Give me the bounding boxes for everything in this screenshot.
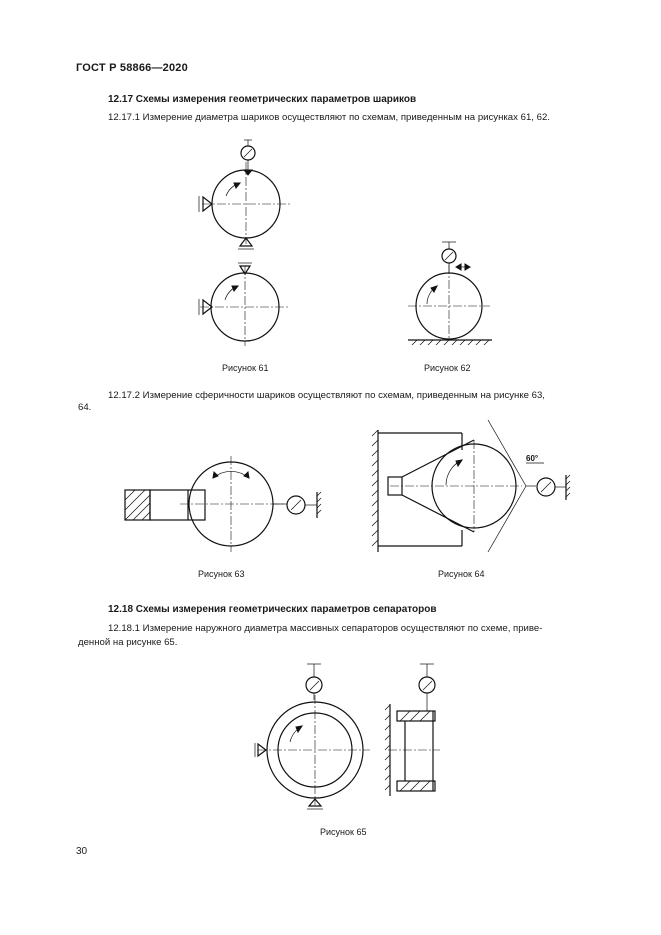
paragraph-12-17-2-line2: 64. (78, 402, 92, 413)
paragraph-12-17-1: 12.17.1 Измерение диаметра шариков осуществляют по схемам, приведенным на рисунках 61, 62. (108, 112, 550, 123)
figure-62-caption: Рисунок 62 (424, 363, 471, 373)
fig64-angle-label: 60° (526, 454, 539, 463)
fig65-indicator-dial-right (419, 677, 435, 693)
paragraph-12-17-2-line1: 12.17.2 Измерение сферичности шариков осуществляют по схемам, приведенным на рисунке 63, (108, 390, 545, 401)
page-number: 30 (76, 846, 88, 857)
section-12-17-title: 12.17 Схемы измерения геометрических параметров шариков (108, 94, 417, 105)
paragraph-12-18-1-line2: денной на рисунке 65. (78, 637, 178, 648)
section-12-18-title: 12.18 Схемы измерения геометрических параметров сепараторов (108, 604, 437, 615)
figure-64-caption: Рисунок 64 (438, 569, 485, 579)
fig65-indicator-dial-left (306, 677, 322, 693)
paragraph-12-18-1-line1: 12.18.1 Измерение наружного диаметра массивных сепараторов осуществляют по схеме, приве- (108, 623, 543, 634)
document-header: ГОСТ Р 58866—2020 (76, 62, 188, 74)
figure-65-caption: Рисунок 65 (320, 827, 367, 837)
figure-61-caption: Рисунок 61 (222, 363, 269, 373)
figure-63-caption: Рисунок 63 (198, 569, 245, 579)
